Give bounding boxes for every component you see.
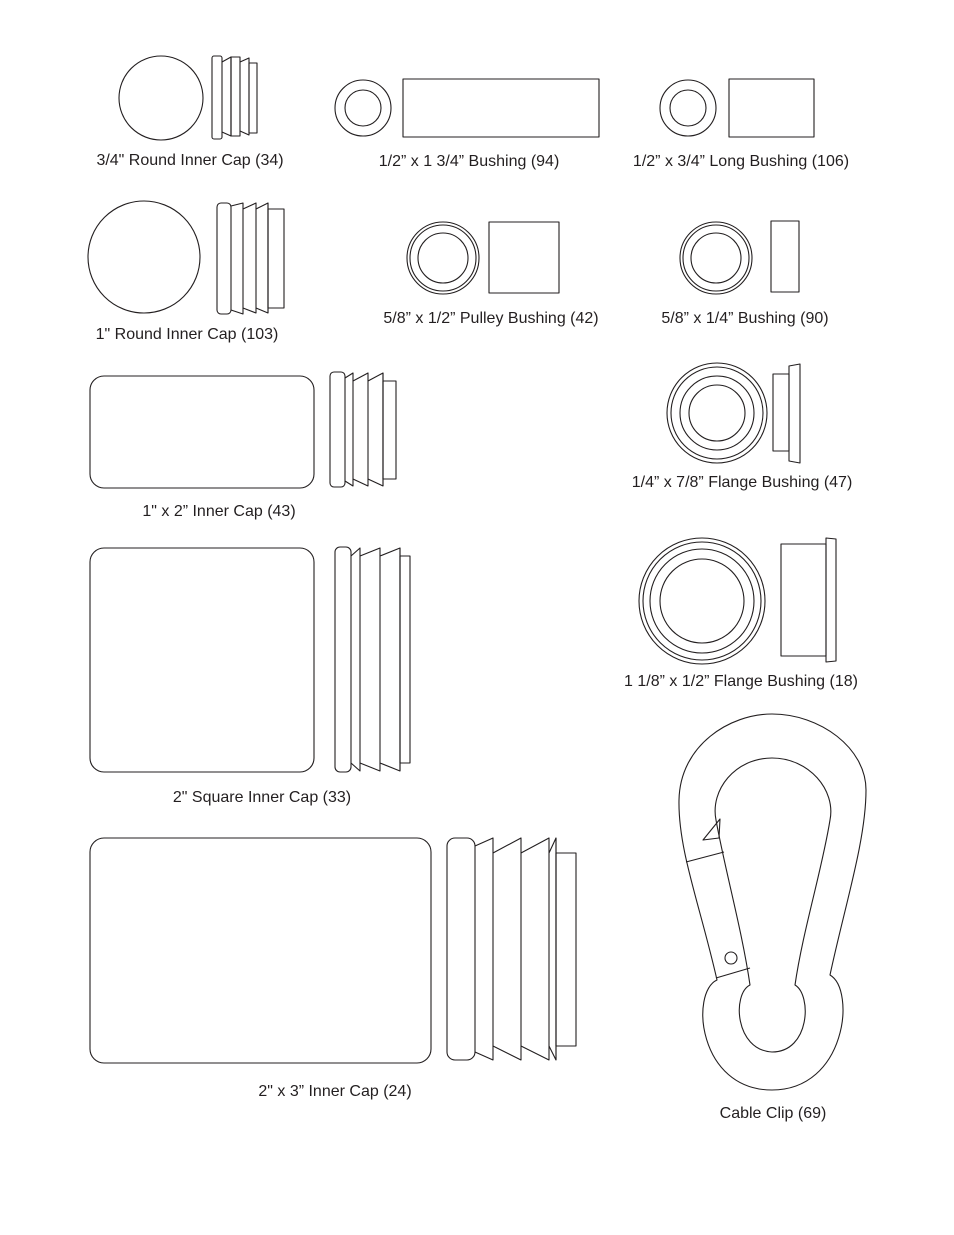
round-inner-cap-103-drawing — [88, 201, 284, 314]
pulley-bushing-42-label: 5/8” x 1/2” Pulley Bushing (42) — [383, 310, 599, 327]
pulley-bushing-42-drawing — [407, 222, 559, 294]
square-inner-cap-33-label: 2" Square Inner Cap (33) — [172, 789, 352, 806]
flange-bushing-18-drawing — [639, 538, 836, 664]
round-inner-cap-34-label: 3/4" Round Inner Cap (34) — [96, 152, 284, 169]
square-inner-cap-33-drawing — [90, 547, 410, 772]
round-inner-cap-34-drawing — [119, 56, 257, 140]
inner-cap-24-label: 2" x 3” Inner Cap (24) — [258, 1083, 412, 1100]
long-bushing-106-label: 1/2” x 3/4” Long Bushing (106) — [632, 153, 850, 170]
round-inner-cap-103-label: 1" Round Inner Cap (103) — [95, 326, 279, 343]
inner-cap-43-label: 1" x 2” Inner Cap (43) — [142, 503, 296, 520]
cable-clip-69-drawing — [679, 714, 866, 1090]
flange-bushing-18-label: 1 1/8” x 1/2” Flange Bushing (18) — [624, 673, 858, 690]
inner-cap-43-drawing — [90, 372, 396, 488]
bushing-90-drawing — [680, 221, 799, 294]
bushing-94-drawing — [335, 79, 599, 137]
bushing-94-label: 1/2” x 1 3/4” Bushing (94) — [378, 153, 560, 170]
bushing-90-label: 5/8” x 1/4” Bushing (90) — [661, 310, 829, 327]
cable-clip-69-label: Cable Clip (69) — [719, 1105, 827, 1122]
flange-bushing-47-drawing — [667, 363, 800, 463]
inner-cap-24-drawing — [90, 838, 576, 1063]
long-bushing-106-drawing — [660, 79, 814, 137]
flange-bushing-47-label: 1/4” x 7/8” Flange Bushing (47) — [631, 474, 853, 491]
